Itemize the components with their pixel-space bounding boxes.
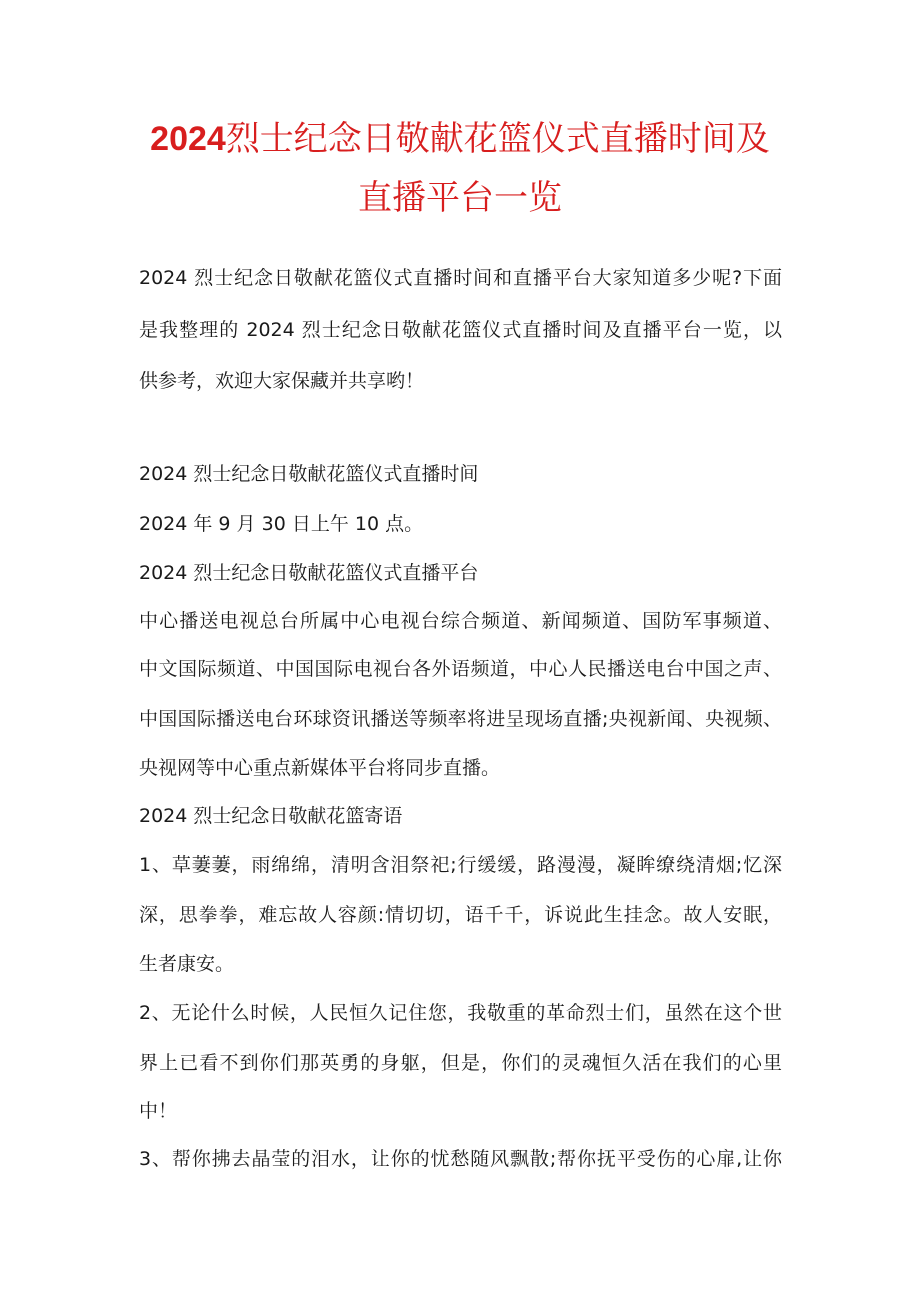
intro-line-3: 供参考，欢迎大家保藏并共享哟！ bbox=[139, 370, 425, 392]
document-title-line-2: 直播平台一览 bbox=[358, 178, 562, 218]
platform-line-1: 中心播送电视总台所属中心电视台综合频道、新闻频道、国防军事频道、 bbox=[139, 610, 782, 632]
broadcast-time-value: 2024 年 9 月 30 日上午 10 点。 bbox=[139, 513, 424, 535]
intro-line-1: 2024 烈士纪念日敬献花篮仪式直播时间和直播平台大家知道多少呢?下面 bbox=[139, 267, 782, 289]
heading-broadcast-platform: 2024 烈士纪念日敬献花篮仪式直播平台 bbox=[139, 562, 479, 584]
message-1-line-2: 深，思拳拳，难忘故人容颜:情切切，语千千，诉说此生挂念。故人安眠， bbox=[139, 904, 782, 926]
platform-line-3: 中国国际播送电台环球资讯播送等频率将进呈现场直播;央视新闻、央视频、 bbox=[139, 708, 782, 730]
title-year: 2024 bbox=[150, 120, 226, 158]
intro-line-2: 是我整理的 2024 烈士纪念日敬献花篮仪式直播时间及直播平台一览，以 bbox=[139, 319, 782, 341]
platform-line-4: 央视网等中心重点新媒体平台将同步直播。 bbox=[139, 757, 501, 779]
heading-messages: 2024 烈士纪念日敬献花篮寄语 bbox=[139, 805, 403, 827]
title-text: 烈士纪念日敬献花篮仪式直播时间及 bbox=[225, 119, 770, 159]
heading-broadcast-time: 2024 烈士纪念日敬献花篮仪式直播时间 bbox=[139, 463, 479, 485]
message-3-line-1: 3、帮你拂去晶莹的泪水，让你的忧愁随风飘散;帮你抚平受伤的心扉,让你 bbox=[139, 1148, 782, 1170]
message-2-line-2: 界上已看不到你们那英勇的身躯，但是，你们的灵魂恒久活在我们的心里 bbox=[139, 1052, 782, 1074]
message-1-line-1: 1、草萋萋，雨绵绵，清明含泪祭祀;行缓缓，路漫漫，凝眸缭绕清烟;忆深 bbox=[139, 854, 782, 876]
message-2-line-1: 2、无论什么时候，人民恒久记住您，我敬重的革命烈士们，虽然在这个世 bbox=[139, 1002, 782, 1024]
document-title-line-1 bbox=[100, 119, 820, 159]
message-2-line-3: 中！ bbox=[139, 1100, 178, 1122]
message-1-line-3: 生者康安。 bbox=[139, 953, 235, 975]
platform-line-2: 中文国际频道、中国国际电视台各外语频道，中心人民播送电台中国之声、 bbox=[139, 658, 782, 680]
